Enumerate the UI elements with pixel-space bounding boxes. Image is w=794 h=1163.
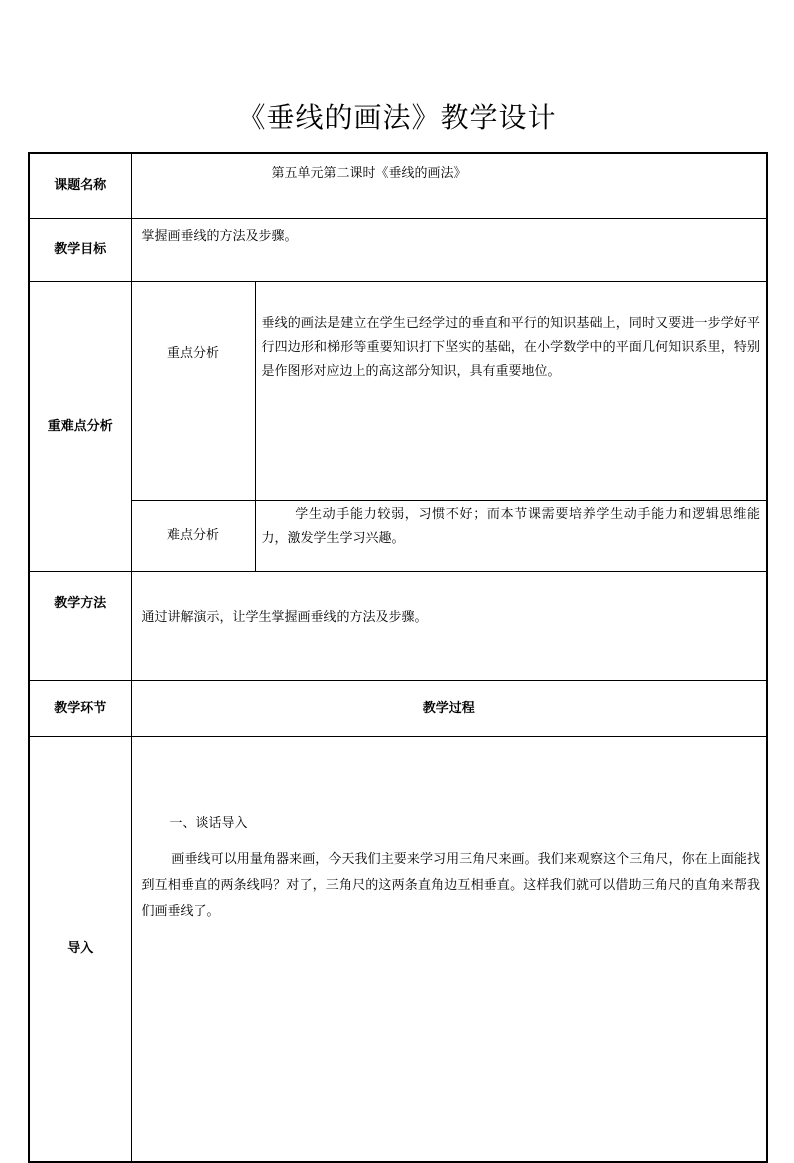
goal-row bbox=[29, 219, 767, 282]
intro-row bbox=[29, 737, 767, 1163]
course-label: 课题名称 bbox=[29, 153, 131, 219]
method-value: 通过讲解演示，让学生掌握画垂线的方法及步骤。 bbox=[131, 572, 767, 681]
process-label: 教学过程 bbox=[131, 681, 767, 737]
lesson-plan-table bbox=[28, 152, 768, 1163]
key-point-label: 重点分析 bbox=[131, 282, 255, 501]
intro-heading: 一、谈话导入 bbox=[169, 816, 248, 831]
intro-content bbox=[131, 737, 767, 1163]
course-value: 第五单元第二课时《垂线的画法》 bbox=[131, 153, 767, 219]
stage-label: 教学环节 bbox=[29, 681, 131, 737]
goal-value: 掌握画垂线的方法及步骤。 bbox=[131, 219, 767, 282]
course-row bbox=[29, 153, 767, 219]
page-title: 《垂线的画法》教学设计 bbox=[237, 101, 557, 134]
key-point-row bbox=[29, 282, 767, 501]
key-point-value: 垂线的画法是建立在学生已经学过的垂直和平行的知识基础上，同时又要进一步学好平行四边形和梯形等重要知识打下坚实的基础，在小学数学中的平面几何知识系里，特别是作图形对应边上的高这部分知识，具有重要地位。 bbox=[255, 282, 767, 501]
hard-point-label: 难点分析 bbox=[131, 501, 255, 572]
goal-label: 教学目标 bbox=[29, 219, 131, 282]
method-label: 教学方法 bbox=[29, 572, 131, 681]
difficulty-label: 重难点分析 bbox=[29, 282, 131, 572]
method-row bbox=[29, 572, 767, 681]
hard-point-row bbox=[29, 501, 767, 572]
hard-point-value: 学生动手能力较弱，习惯不好；而本节课需要培养学生动手能力和逻辑思维能力，激发学生学习兴趣。 bbox=[255, 501, 767, 572]
intro-paragraph: 画垂线可以用量角器来画，今天我们主要来学习用三角尺来画。我们来观察这个三角尺，你在上面能找到互相垂直的两条线吗？对了，三角尺的这两条直角边互相垂直。这样我们就可以借助三角尺的直角来帮我们画垂线了。 bbox=[141, 852, 761, 919]
intro-label: 导入 bbox=[29, 737, 131, 1163]
stage-header-row bbox=[29, 681, 767, 737]
